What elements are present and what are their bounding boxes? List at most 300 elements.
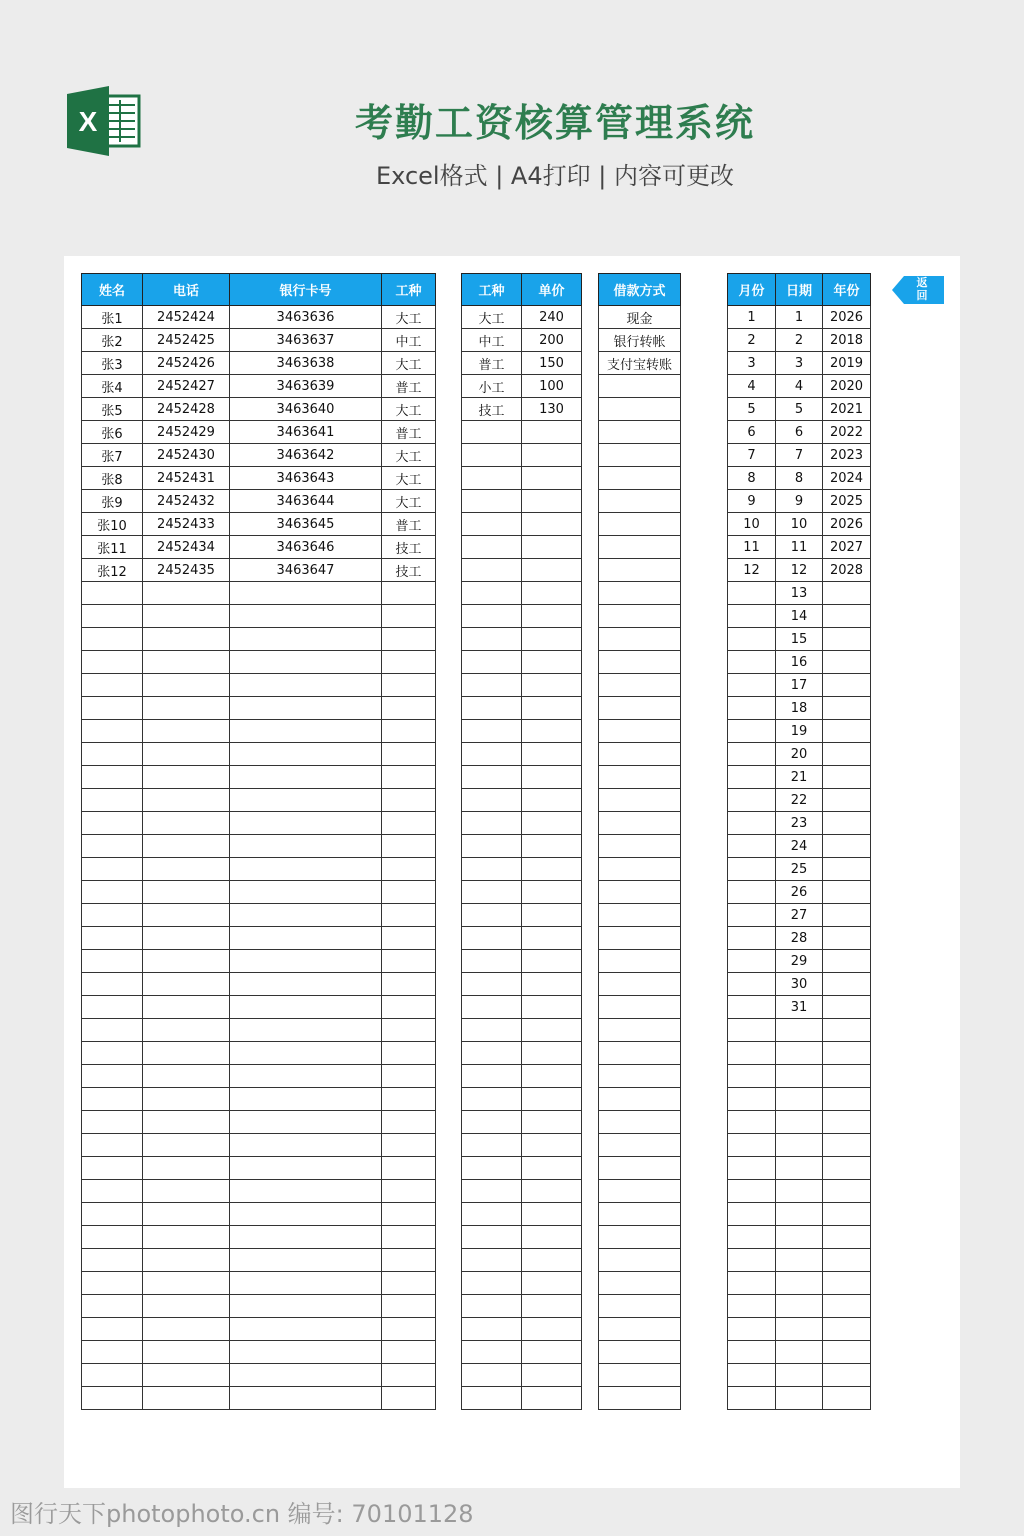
loan-method-cell[interactable] xyxy=(599,1134,681,1157)
employee-cell[interactable] xyxy=(143,835,230,858)
employee-cell[interactable]: 2452435 xyxy=(143,559,230,582)
job-price-cell[interactable] xyxy=(522,950,582,973)
job-price-cell[interactable] xyxy=(462,513,522,536)
date-cell[interactable] xyxy=(776,1226,823,1249)
job-price-cell[interactable] xyxy=(462,1249,522,1272)
date-cell[interactable] xyxy=(776,1341,823,1364)
job-price-cell[interactable] xyxy=(462,927,522,950)
employee-cell[interactable] xyxy=(382,1088,436,1111)
date-cell[interactable] xyxy=(823,927,871,950)
employee-cell[interactable] xyxy=(382,927,436,950)
date-cell[interactable] xyxy=(776,1180,823,1203)
date-cell[interactable] xyxy=(728,881,776,904)
loan-method-cell[interactable] xyxy=(599,559,681,582)
date-cell[interactable] xyxy=(823,1180,871,1203)
job-price-cell[interactable] xyxy=(462,582,522,605)
loan-method-cell[interactable] xyxy=(599,789,681,812)
job-price-cell[interactable] xyxy=(522,1134,582,1157)
employee-cell[interactable] xyxy=(82,605,143,628)
job-price-cell[interactable] xyxy=(522,720,582,743)
job-price-cell[interactable] xyxy=(462,1341,522,1364)
loan-method-cell[interactable] xyxy=(599,1272,681,1295)
employee-cell[interactable] xyxy=(382,628,436,651)
employee-cell[interactable]: 2452424 xyxy=(143,306,230,329)
job-price-cell[interactable] xyxy=(462,789,522,812)
employee-cell[interactable] xyxy=(382,1387,436,1410)
employee-cell[interactable]: 张5 xyxy=(82,398,143,421)
employee-cell[interactable]: 张1 xyxy=(82,306,143,329)
job-price-cell[interactable] xyxy=(522,1295,582,1318)
employee-cell[interactable] xyxy=(143,858,230,881)
date-cell[interactable] xyxy=(823,1387,871,1410)
loan-method-cell[interactable] xyxy=(599,628,681,651)
employee-cell[interactable] xyxy=(82,697,143,720)
loan-method-cell[interactable] xyxy=(599,835,681,858)
date-cell[interactable]: 2023 xyxy=(823,444,871,467)
date-cell[interactable]: 11 xyxy=(728,536,776,559)
employee-cell[interactable] xyxy=(382,812,436,835)
loan-method-cell[interactable] xyxy=(599,858,681,881)
loan-method-cell[interactable]: 支付宝转账 xyxy=(599,352,681,375)
job-price-cell[interactable] xyxy=(462,628,522,651)
employee-cell[interactable] xyxy=(230,697,382,720)
date-cell[interactable] xyxy=(728,582,776,605)
job-price-cell[interactable] xyxy=(522,582,582,605)
employee-cell[interactable] xyxy=(230,858,382,881)
job-price-cell[interactable] xyxy=(462,858,522,881)
employee-cell[interactable]: 2452427 xyxy=(143,375,230,398)
employee-cell[interactable] xyxy=(230,651,382,674)
loan-method-cell[interactable] xyxy=(599,513,681,536)
employee-cell[interactable] xyxy=(230,927,382,950)
job-price-cell[interactable] xyxy=(522,1180,582,1203)
employee-cell[interactable] xyxy=(230,996,382,1019)
date-cell[interactable]: 1 xyxy=(776,306,823,329)
employee-cell[interactable] xyxy=(230,1180,382,1203)
job-price-cell[interactable] xyxy=(462,1111,522,1134)
job-price-cell[interactable] xyxy=(462,444,522,467)
job-price-cell[interactable]: 小工 xyxy=(462,375,522,398)
employee-cell[interactable]: 3463644 xyxy=(230,490,382,513)
employee-cell[interactable]: 2452428 xyxy=(143,398,230,421)
employee-cell[interactable] xyxy=(382,789,436,812)
employee-cell[interactable] xyxy=(143,1042,230,1065)
employee-cell[interactable]: 3463646 xyxy=(230,536,382,559)
employee-cell[interactable] xyxy=(143,1088,230,1111)
employee-cell[interactable] xyxy=(230,1387,382,1410)
date-cell[interactable] xyxy=(823,1318,871,1341)
employee-cell[interactable] xyxy=(143,1364,230,1387)
date-cell[interactable] xyxy=(728,651,776,674)
job-price-cell[interactable] xyxy=(522,513,582,536)
employee-cell[interactable] xyxy=(230,1272,382,1295)
date-cell[interactable]: 10 xyxy=(728,513,776,536)
date-cell[interactable] xyxy=(776,1272,823,1295)
date-cell[interactable] xyxy=(823,651,871,674)
date-cell[interactable] xyxy=(728,835,776,858)
date-cell[interactable] xyxy=(728,674,776,697)
loan-method-cell[interactable] xyxy=(599,1364,681,1387)
job-price-cell[interactable] xyxy=(522,605,582,628)
job-price-cell[interactable] xyxy=(462,1134,522,1157)
employee-cell[interactable] xyxy=(143,812,230,835)
employee-cell[interactable]: 2452433 xyxy=(143,513,230,536)
employee-cell[interactable] xyxy=(382,1042,436,1065)
employee-cell[interactable]: 3463638 xyxy=(230,352,382,375)
employee-cell[interactable] xyxy=(82,1249,143,1272)
employee-cell[interactable] xyxy=(382,605,436,628)
date-cell[interactable] xyxy=(728,697,776,720)
loan-method-cell[interactable] xyxy=(599,467,681,490)
loan-method-cell[interactable] xyxy=(599,490,681,513)
employee-cell[interactable]: 张4 xyxy=(82,375,143,398)
employee-cell[interactable] xyxy=(230,950,382,973)
employee-cell[interactable]: 张11 xyxy=(82,536,143,559)
employee-cell[interactable] xyxy=(143,996,230,1019)
employee-cell[interactable] xyxy=(82,628,143,651)
date-cell[interactable] xyxy=(823,1364,871,1387)
job-price-cell[interactable] xyxy=(522,1203,582,1226)
employee-cell[interactable] xyxy=(143,743,230,766)
employee-cell[interactable] xyxy=(382,996,436,1019)
job-price-cell[interactable] xyxy=(522,812,582,835)
employee-cell[interactable] xyxy=(82,881,143,904)
employee-cell[interactable] xyxy=(82,1226,143,1249)
employee-cell[interactable] xyxy=(143,1249,230,1272)
job-price-cell[interactable] xyxy=(462,1065,522,1088)
job-price-cell[interactable] xyxy=(462,766,522,789)
employee-cell[interactable] xyxy=(230,835,382,858)
date-cell[interactable]: 10 xyxy=(776,513,823,536)
employee-cell[interactable] xyxy=(382,1226,436,1249)
date-cell[interactable]: 2 xyxy=(776,329,823,352)
employee-cell[interactable]: 张8 xyxy=(82,467,143,490)
date-cell[interactable] xyxy=(776,1318,823,1341)
date-cell[interactable] xyxy=(728,996,776,1019)
loan-method-cell[interactable] xyxy=(599,743,681,766)
employee-cell[interactable] xyxy=(82,1180,143,1203)
date-cell[interactable] xyxy=(823,674,871,697)
date-cell[interactable]: 3 xyxy=(776,352,823,375)
loan-method-cell[interactable] xyxy=(599,927,681,950)
employee-cell[interactable]: 2452429 xyxy=(143,421,230,444)
date-cell[interactable] xyxy=(728,1088,776,1111)
date-cell[interactable] xyxy=(728,1134,776,1157)
employee-cell[interactable] xyxy=(230,674,382,697)
date-cell[interactable]: 8 xyxy=(776,467,823,490)
date-cell[interactable] xyxy=(776,1295,823,1318)
date-cell[interactable]: 2025 xyxy=(823,490,871,513)
date-cell[interactable]: 12 xyxy=(728,559,776,582)
job-price-cell[interactable] xyxy=(462,835,522,858)
date-cell[interactable]: 31 xyxy=(776,996,823,1019)
job-price-cell[interactable] xyxy=(522,444,582,467)
date-cell[interactable] xyxy=(728,904,776,927)
date-cell[interactable]: 7 xyxy=(776,444,823,467)
employee-cell[interactable] xyxy=(82,1203,143,1226)
job-price-cell[interactable] xyxy=(462,881,522,904)
loan-method-cell[interactable] xyxy=(599,1249,681,1272)
date-cell[interactable]: 27 xyxy=(776,904,823,927)
date-cell[interactable]: 20 xyxy=(776,743,823,766)
loan-method-cell[interactable] xyxy=(599,973,681,996)
date-cell[interactable] xyxy=(776,1249,823,1272)
date-cell[interactable] xyxy=(728,1318,776,1341)
job-price-cell[interactable] xyxy=(462,996,522,1019)
job-price-cell[interactable]: 技工 xyxy=(462,398,522,421)
employee-cell[interactable] xyxy=(82,766,143,789)
job-price-cell[interactable] xyxy=(522,1042,582,1065)
loan-method-cell[interactable] xyxy=(599,881,681,904)
job-price-cell[interactable] xyxy=(522,536,582,559)
employee-cell[interactable] xyxy=(382,973,436,996)
date-cell[interactable] xyxy=(823,1295,871,1318)
date-cell[interactable] xyxy=(776,1019,823,1042)
job-price-cell[interactable] xyxy=(462,1088,522,1111)
employee-cell[interactable] xyxy=(82,1111,143,1134)
employee-cell[interactable] xyxy=(230,766,382,789)
employee-cell[interactable]: 张2 xyxy=(82,329,143,352)
date-cell[interactable] xyxy=(728,1203,776,1226)
employee-cell[interactable] xyxy=(143,605,230,628)
loan-method-cell[interactable] xyxy=(599,1203,681,1226)
date-cell[interactable]: 26 xyxy=(776,881,823,904)
date-cell[interactable] xyxy=(823,1088,871,1111)
job-price-cell[interactable]: 150 xyxy=(522,352,582,375)
date-cell[interactable] xyxy=(823,720,871,743)
loan-method-cell[interactable] xyxy=(599,697,681,720)
employee-cell[interactable] xyxy=(143,720,230,743)
loan-method-cell[interactable] xyxy=(599,950,681,973)
job-price-cell[interactable] xyxy=(462,1364,522,1387)
date-cell[interactable] xyxy=(728,1111,776,1134)
employee-cell[interactable] xyxy=(143,973,230,996)
date-cell[interactable] xyxy=(728,766,776,789)
employee-cell[interactable]: 张7 xyxy=(82,444,143,467)
employee-cell[interactable] xyxy=(82,858,143,881)
employee-cell[interactable] xyxy=(143,927,230,950)
loan-method-cell[interactable] xyxy=(599,1065,681,1088)
date-cell[interactable] xyxy=(776,1088,823,1111)
job-price-cell[interactable] xyxy=(462,1272,522,1295)
employee-cell[interactable]: 大工 xyxy=(382,352,436,375)
date-cell[interactable] xyxy=(823,1203,871,1226)
employee-cell[interactable] xyxy=(143,628,230,651)
job-price-cell[interactable]: 200 xyxy=(522,329,582,352)
date-cell[interactable]: 11 xyxy=(776,536,823,559)
employee-cell[interactable] xyxy=(82,582,143,605)
job-price-cell[interactable] xyxy=(462,1203,522,1226)
employee-cell[interactable]: 大工 xyxy=(382,398,436,421)
loan-method-cell[interactable] xyxy=(599,398,681,421)
date-cell[interactable]: 12 xyxy=(776,559,823,582)
job-price-cell[interactable] xyxy=(522,858,582,881)
date-cell[interactable] xyxy=(823,904,871,927)
employee-cell[interactable]: 2452432 xyxy=(143,490,230,513)
employee-cell[interactable] xyxy=(143,1111,230,1134)
employee-cell[interactable] xyxy=(382,582,436,605)
employee-cell[interactable]: 2452431 xyxy=(143,467,230,490)
date-cell[interactable]: 24 xyxy=(776,835,823,858)
date-cell[interactable] xyxy=(728,1226,776,1249)
employee-cell[interactable] xyxy=(382,1364,436,1387)
employee-cell[interactable] xyxy=(382,1019,436,1042)
date-cell[interactable]: 5 xyxy=(776,398,823,421)
job-price-cell[interactable] xyxy=(522,490,582,513)
employee-cell[interactable] xyxy=(230,720,382,743)
loan-method-cell[interactable] xyxy=(599,766,681,789)
loan-method-cell[interactable] xyxy=(599,1019,681,1042)
date-cell[interactable] xyxy=(823,628,871,651)
job-price-cell[interactable]: 普工 xyxy=(462,352,522,375)
employee-cell[interactable] xyxy=(82,1134,143,1157)
employee-cell[interactable]: 2452426 xyxy=(143,352,230,375)
loan-method-cell[interactable] xyxy=(599,605,681,628)
date-cell[interactable] xyxy=(728,605,776,628)
loan-method-cell[interactable] xyxy=(599,1111,681,1134)
date-cell[interactable] xyxy=(776,1157,823,1180)
employee-cell[interactable] xyxy=(143,1065,230,1088)
employee-cell[interactable] xyxy=(82,1318,143,1341)
loan-method-cell[interactable] xyxy=(599,1180,681,1203)
date-cell[interactable] xyxy=(728,628,776,651)
date-cell[interactable] xyxy=(728,1295,776,1318)
employee-cell[interactable]: 2452425 xyxy=(143,329,230,352)
employee-cell[interactable] xyxy=(230,605,382,628)
job-price-cell[interactable] xyxy=(522,1065,582,1088)
loan-method-cell[interactable] xyxy=(599,1042,681,1065)
loan-method-cell[interactable] xyxy=(599,904,681,927)
job-price-cell[interactable] xyxy=(462,973,522,996)
employee-cell[interactable] xyxy=(382,881,436,904)
employee-cell[interactable] xyxy=(382,1203,436,1226)
employee-cell[interactable] xyxy=(143,1134,230,1157)
date-cell[interactable] xyxy=(776,1042,823,1065)
job-price-cell[interactable] xyxy=(522,1019,582,1042)
employee-cell[interactable]: 张3 xyxy=(82,352,143,375)
employee-cell[interactable]: 张9 xyxy=(82,490,143,513)
loan-method-cell[interactable]: 现金 xyxy=(599,306,681,329)
date-cell[interactable] xyxy=(728,789,776,812)
date-cell[interactable]: 9 xyxy=(728,490,776,513)
date-cell[interactable] xyxy=(823,835,871,858)
job-price-cell[interactable] xyxy=(522,881,582,904)
employee-cell[interactable] xyxy=(382,1272,436,1295)
date-cell[interactable]: 2021 xyxy=(823,398,871,421)
employee-cell[interactable] xyxy=(382,835,436,858)
job-price-cell[interactable] xyxy=(522,766,582,789)
loan-method-cell[interactable] xyxy=(599,1295,681,1318)
job-price-cell[interactable] xyxy=(522,1318,582,1341)
employee-cell[interactable] xyxy=(230,789,382,812)
date-cell[interactable] xyxy=(728,1180,776,1203)
date-cell[interactable]: 18 xyxy=(776,697,823,720)
employee-cell[interactable] xyxy=(82,904,143,927)
date-cell[interactable] xyxy=(823,1042,871,1065)
job-price-cell[interactable] xyxy=(522,1249,582,1272)
employee-cell[interactable] xyxy=(230,973,382,996)
date-cell[interactable] xyxy=(823,605,871,628)
date-cell[interactable] xyxy=(728,1249,776,1272)
job-price-cell[interactable] xyxy=(462,559,522,582)
employee-cell[interactable] xyxy=(143,1019,230,1042)
employee-cell[interactable]: 3463642 xyxy=(230,444,382,467)
employee-cell[interactable] xyxy=(230,1341,382,1364)
date-cell[interactable]: 6 xyxy=(776,421,823,444)
date-cell[interactable] xyxy=(776,1111,823,1134)
employee-cell[interactable] xyxy=(230,881,382,904)
employee-cell[interactable] xyxy=(143,766,230,789)
employee-cell[interactable]: 张10 xyxy=(82,513,143,536)
job-price-cell[interactable] xyxy=(462,1180,522,1203)
employee-cell[interactable] xyxy=(230,1088,382,1111)
date-cell[interactable]: 4 xyxy=(776,375,823,398)
job-price-cell[interactable] xyxy=(462,1318,522,1341)
date-cell[interactable] xyxy=(823,1134,871,1157)
employee-cell[interactable] xyxy=(382,1065,436,1088)
date-cell[interactable] xyxy=(823,697,871,720)
job-price-cell[interactable] xyxy=(462,421,522,444)
date-cell[interactable] xyxy=(728,858,776,881)
job-price-cell[interactable] xyxy=(462,904,522,927)
employee-cell[interactable] xyxy=(382,1318,436,1341)
loan-method-cell[interactable] xyxy=(599,1387,681,1410)
employee-cell[interactable] xyxy=(82,1364,143,1387)
job-price-cell[interactable] xyxy=(522,1226,582,1249)
job-price-cell[interactable] xyxy=(522,651,582,674)
job-price-cell[interactable] xyxy=(462,950,522,973)
job-price-cell[interactable]: 240 xyxy=(522,306,582,329)
employee-cell[interactable] xyxy=(82,1042,143,1065)
job-price-cell[interactable] xyxy=(462,1226,522,1249)
date-cell[interactable] xyxy=(728,927,776,950)
date-cell[interactable] xyxy=(728,1019,776,1042)
job-price-cell[interactable] xyxy=(522,1387,582,1410)
employee-cell[interactable] xyxy=(230,582,382,605)
date-cell[interactable]: 2020 xyxy=(823,375,871,398)
date-cell[interactable] xyxy=(728,1341,776,1364)
employee-cell[interactable] xyxy=(82,1341,143,1364)
employee-cell[interactable]: 3463639 xyxy=(230,375,382,398)
employee-cell[interactable] xyxy=(382,858,436,881)
date-cell[interactable] xyxy=(728,720,776,743)
employee-cell[interactable] xyxy=(143,697,230,720)
date-cell[interactable]: 9 xyxy=(776,490,823,513)
loan-method-cell[interactable] xyxy=(599,582,681,605)
job-price-cell[interactable] xyxy=(522,674,582,697)
date-cell[interactable] xyxy=(776,1364,823,1387)
employee-cell[interactable] xyxy=(230,1364,382,1387)
job-price-cell[interactable] xyxy=(522,1111,582,1134)
return-button[interactable] xyxy=(892,276,944,304)
employee-cell[interactable] xyxy=(382,1180,436,1203)
job-price-cell[interactable] xyxy=(522,697,582,720)
employee-cell[interactable]: 3463641 xyxy=(230,421,382,444)
employee-cell[interactable] xyxy=(143,1180,230,1203)
job-price-cell[interactable] xyxy=(522,1088,582,1111)
employee-cell[interactable] xyxy=(82,950,143,973)
date-cell[interactable]: 4 xyxy=(728,375,776,398)
date-cell[interactable] xyxy=(728,743,776,766)
date-cell[interactable]: 2026 xyxy=(823,513,871,536)
date-cell[interactable]: 2028 xyxy=(823,559,871,582)
employee-cell[interactable]: 2452430 xyxy=(143,444,230,467)
employee-cell[interactable] xyxy=(143,582,230,605)
date-cell[interactable] xyxy=(823,1019,871,1042)
date-cell[interactable] xyxy=(823,1341,871,1364)
job-price-cell[interactable] xyxy=(462,467,522,490)
loan-method-cell[interactable] xyxy=(599,1226,681,1249)
